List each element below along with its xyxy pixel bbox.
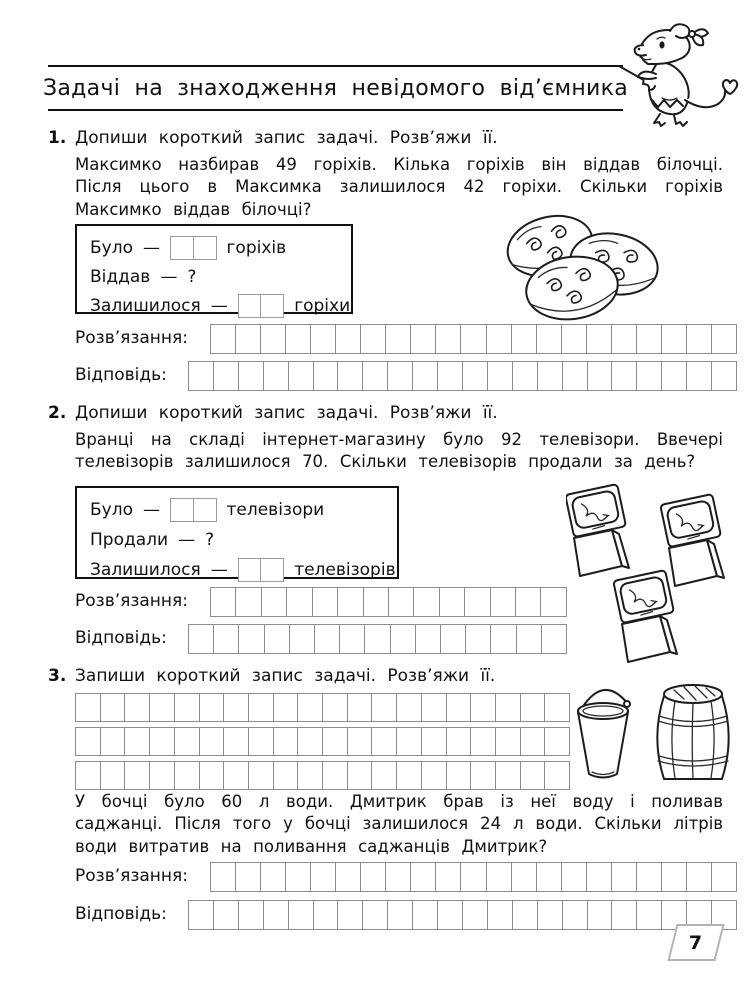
grid-cell bbox=[224, 728, 249, 755]
task-3-number: 3. bbox=[48, 666, 67, 686]
grid-cell bbox=[386, 863, 411, 891]
grid-cell bbox=[314, 901, 339, 929]
grid-cell bbox=[447, 694, 472, 721]
grid-cell bbox=[101, 694, 126, 721]
fill-in-cell[interactable] bbox=[193, 498, 217, 522]
grid-cell bbox=[512, 325, 537, 353]
grid-cell bbox=[414, 588, 439, 616]
short-record-grid[interactable] bbox=[75, 761, 570, 790]
grid-cell bbox=[101, 762, 126, 789]
grid-cell bbox=[236, 588, 261, 616]
grid-cell bbox=[224, 762, 249, 789]
grid-cell bbox=[200, 728, 225, 755]
grid-cell bbox=[487, 863, 512, 891]
grid-cell bbox=[76, 694, 101, 721]
grid-cell bbox=[587, 325, 612, 353]
grid-cell bbox=[612, 325, 637, 353]
grid-cell bbox=[150, 694, 175, 721]
grid-cell bbox=[290, 625, 315, 653]
grid-cell bbox=[323, 762, 348, 789]
grid-cell bbox=[496, 728, 521, 755]
grid-cell bbox=[289, 362, 314, 390]
fill-in-boxes[interactable] bbox=[238, 558, 285, 582]
grid-cell bbox=[587, 863, 612, 891]
grid-cell bbox=[211, 588, 236, 616]
grid-cell bbox=[687, 362, 712, 390]
grid-cell bbox=[189, 362, 214, 390]
grid-cell bbox=[687, 325, 712, 353]
grid-cell bbox=[298, 694, 323, 721]
grid-cell bbox=[538, 362, 563, 390]
grid-cell bbox=[286, 325, 311, 353]
grid-cell bbox=[211, 325, 236, 353]
short-record-grid[interactable] bbox=[75, 727, 570, 756]
grid-cell bbox=[438, 362, 463, 390]
grid-cell bbox=[372, 694, 397, 721]
grid-cell bbox=[471, 694, 496, 721]
grid-cell bbox=[388, 901, 413, 929]
grid-cell bbox=[189, 901, 214, 929]
grid-cell bbox=[236, 325, 261, 353]
record-suffix: телевізори bbox=[226, 500, 325, 520]
grid-cell bbox=[200, 762, 225, 789]
dash: — bbox=[143, 237, 160, 258]
dash: — bbox=[210, 560, 228, 580]
record-line bbox=[90, 291, 351, 320]
dash: — bbox=[178, 530, 196, 550]
grid-cell bbox=[274, 694, 299, 721]
grid-cell bbox=[274, 728, 299, 755]
grid-cell bbox=[637, 901, 662, 929]
title-band bbox=[42, 65, 629, 111]
grid-cell bbox=[76, 728, 101, 755]
grid-cell bbox=[311, 325, 336, 353]
grid-cell bbox=[712, 863, 736, 891]
grid-cell bbox=[541, 588, 565, 616]
televisions-illustration bbox=[566, 482, 745, 666]
grid-cell bbox=[662, 325, 687, 353]
fill-in-cell[interactable] bbox=[170, 236, 194, 260]
task-2-number: 2. bbox=[48, 403, 67, 423]
grid-cell bbox=[388, 362, 413, 390]
grid-cell bbox=[612, 901, 637, 929]
grid-cell bbox=[298, 762, 323, 789]
grid-cell bbox=[411, 863, 436, 891]
grid-cell bbox=[712, 325, 736, 353]
grid-cell bbox=[261, 325, 286, 353]
grid-cell bbox=[422, 694, 447, 721]
grid-cell bbox=[189, 625, 214, 653]
task-3-body: У бочці було 60 л води. Дмитрик брав із неї воду і поливав саджанці. Після того у бочці залишилося 24 л води. Скільки літрів води витратив на поливання саджанців Дмитрик? bbox=[75, 792, 723, 856]
grid-cell bbox=[338, 901, 363, 929]
grid-cell bbox=[311, 863, 336, 891]
grid-cell bbox=[521, 694, 546, 721]
grid-cell bbox=[496, 762, 521, 789]
grid-cell bbox=[372, 728, 397, 755]
grid-cell bbox=[521, 728, 546, 755]
grid-cell bbox=[249, 728, 274, 755]
record-suffix: телевізорів bbox=[294, 560, 396, 580]
grid-cell bbox=[538, 901, 563, 929]
grid-cell bbox=[637, 863, 662, 891]
grid-cell bbox=[340, 625, 365, 653]
grid-cell bbox=[200, 694, 225, 721]
solution-label: Розв’язання: bbox=[75, 866, 188, 886]
grid-cell bbox=[348, 762, 373, 789]
task-2-short-record-box bbox=[75, 486, 399, 579]
grid-cell bbox=[537, 325, 562, 353]
grid-cell bbox=[211, 863, 236, 891]
grid-cell bbox=[76, 762, 101, 789]
grid-cell bbox=[416, 625, 441, 653]
grid-cell bbox=[348, 694, 373, 721]
grid-cell bbox=[471, 762, 496, 789]
record-label: Залишилося bbox=[90, 560, 201, 580]
record-suffix: ? bbox=[205, 530, 215, 550]
grid-cell bbox=[397, 694, 422, 721]
solution-grid[interactable] bbox=[210, 862, 737, 892]
grid-cell bbox=[562, 325, 587, 353]
fill-in-boxes[interactable] bbox=[238, 294, 285, 318]
record-label: Залишилося bbox=[90, 295, 201, 316]
grid-cell bbox=[637, 362, 662, 390]
grid-cell bbox=[313, 588, 338, 616]
record-suffix: горіхів bbox=[226, 237, 287, 258]
grid-cell bbox=[150, 728, 175, 755]
grid-cell bbox=[413, 901, 438, 929]
answer-grid[interactable] bbox=[188, 624, 567, 654]
grid-cell bbox=[298, 728, 323, 755]
grid-cell bbox=[175, 694, 200, 721]
record-line bbox=[90, 555, 396, 585]
grid-cell bbox=[662, 863, 687, 891]
grid-cell bbox=[588, 362, 613, 390]
page-number-box bbox=[667, 924, 724, 961]
grid-cell bbox=[517, 625, 542, 653]
grid-cell bbox=[274, 762, 299, 789]
fill-in-boxes[interactable] bbox=[170, 498, 217, 522]
grid-cell bbox=[422, 762, 447, 789]
answer-grid[interactable] bbox=[188, 900, 737, 930]
fill-in-cell[interactable] bbox=[238, 294, 262, 318]
answer-label: Відповідь: bbox=[75, 628, 167, 648]
grid-cell bbox=[487, 325, 512, 353]
grid-cell bbox=[286, 863, 311, 891]
grid-cell bbox=[662, 362, 687, 390]
grid-cell bbox=[521, 762, 546, 789]
grid-cell bbox=[249, 762, 274, 789]
fill-in-cell[interactable] bbox=[170, 498, 194, 522]
grid-cell bbox=[542, 625, 566, 653]
grid-cell bbox=[516, 588, 541, 616]
grid-cell bbox=[491, 625, 516, 653]
grid-cell bbox=[214, 625, 239, 653]
answer-grid[interactable] bbox=[188, 361, 737, 391]
grid-cell bbox=[471, 728, 496, 755]
fill-in-cell[interactable] bbox=[260, 558, 284, 582]
page-number: 7 bbox=[689, 931, 703, 954]
grid-cell bbox=[612, 863, 637, 891]
grid-cell bbox=[488, 362, 513, 390]
grid-cell bbox=[466, 625, 491, 653]
record-label: Було bbox=[90, 500, 133, 520]
grid-cell bbox=[545, 694, 569, 721]
grid-cell bbox=[323, 694, 348, 721]
grid-cell bbox=[264, 362, 289, 390]
dash: — bbox=[210, 295, 228, 316]
task-1-body: Максимко назбирав 49 горіхів. Кілька горіхів він віддав білочці. Після цього в Максимка залишилося 42 горіхи. Скільки горіхів Максимко віддав білочці? bbox=[75, 155, 723, 219]
grid-cell bbox=[175, 762, 200, 789]
grid-cell bbox=[372, 762, 397, 789]
record-label: Продали bbox=[90, 530, 169, 550]
grid-cell bbox=[287, 588, 312, 616]
grid-cell bbox=[336, 325, 361, 353]
walnuts-illustration bbox=[492, 208, 672, 324]
page-title: Задачі на знаходження невідомого від’ємника bbox=[42, 75, 629, 101]
grid-cell bbox=[563, 362, 588, 390]
grid-cell bbox=[397, 762, 422, 789]
grid-cell bbox=[513, 362, 538, 390]
task-2-instruction: Допиши короткий запис задачі. Розв’яжи її. bbox=[75, 403, 498, 423]
record-label: Віддав bbox=[90, 266, 151, 287]
grid-cell bbox=[236, 863, 261, 891]
solution-grid[interactable] bbox=[210, 587, 567, 617]
record-line bbox=[90, 495, 384, 525]
task-1-instruction: Допиши короткий запис задачі. Розв’яжи її. bbox=[75, 128, 498, 148]
record-line bbox=[90, 262, 338, 291]
short-record-grid[interactable] bbox=[75, 693, 570, 722]
dash: — bbox=[160, 266, 178, 287]
grid-cell bbox=[101, 728, 126, 755]
grid-cell bbox=[463, 362, 488, 390]
grid-cell bbox=[422, 728, 447, 755]
grid-cell bbox=[447, 728, 472, 755]
task-1-number: 1. bbox=[48, 128, 67, 148]
grid-cell bbox=[513, 901, 538, 929]
grid-cell bbox=[261, 863, 286, 891]
grid-cell bbox=[562, 863, 587, 891]
grid-cell bbox=[125, 728, 150, 755]
grid-cell bbox=[315, 625, 340, 653]
bucket-barrel-illustration bbox=[572, 676, 744, 790]
grid-cell bbox=[125, 694, 150, 721]
grid-cell bbox=[391, 625, 416, 653]
grid-cell bbox=[175, 728, 200, 755]
grid-cell bbox=[386, 325, 411, 353]
grid-cell bbox=[637, 325, 662, 353]
answer-label: Відповідь: bbox=[75, 904, 167, 924]
answer-label: Відповідь: bbox=[75, 365, 167, 385]
grid-cell bbox=[363, 901, 388, 929]
grid-cell bbox=[436, 325, 461, 353]
grid-cell bbox=[389, 588, 414, 616]
grid-cell bbox=[441, 625, 466, 653]
grid-cell bbox=[336, 863, 361, 891]
grid-cell bbox=[488, 901, 513, 929]
grid-cell bbox=[314, 362, 339, 390]
record-line bbox=[90, 525, 384, 555]
grid-cell bbox=[224, 694, 249, 721]
grid-cell bbox=[364, 588, 389, 616]
grid-cell bbox=[361, 863, 386, 891]
dash: — bbox=[143, 500, 160, 520]
grid-cell bbox=[365, 625, 390, 653]
solution-label: Розв’язання: bbox=[75, 328, 188, 348]
grid-cell bbox=[588, 901, 613, 929]
grid-cell bbox=[214, 901, 239, 929]
grid-cell bbox=[262, 588, 287, 616]
fill-in-cell[interactable] bbox=[193, 236, 217, 260]
grid-cell bbox=[323, 728, 348, 755]
grid-cell bbox=[265, 625, 290, 653]
solution-grid[interactable] bbox=[210, 324, 737, 354]
grid-cell bbox=[537, 863, 562, 891]
fill-in-cell[interactable] bbox=[260, 294, 284, 318]
grid-cell bbox=[687, 863, 712, 891]
grid-cell bbox=[545, 728, 569, 755]
record-label: Було bbox=[90, 237, 133, 258]
record-line bbox=[90, 233, 338, 262]
grid-cell bbox=[612, 362, 637, 390]
grid-cell bbox=[361, 325, 386, 353]
grid-cell bbox=[348, 728, 373, 755]
grid-cell bbox=[438, 901, 463, 929]
grid-cell bbox=[338, 362, 363, 390]
grid-cell bbox=[465, 588, 490, 616]
task-2-header bbox=[48, 403, 708, 423]
grid-cell bbox=[125, 762, 150, 789]
grid-cell bbox=[563, 901, 588, 929]
grid-cell bbox=[249, 694, 274, 721]
grid-cell bbox=[264, 901, 289, 929]
grid-cell bbox=[436, 863, 461, 891]
task-1-header bbox=[48, 128, 708, 148]
grid-cell bbox=[512, 863, 537, 891]
grid-cell bbox=[239, 901, 264, 929]
grid-cell bbox=[363, 362, 388, 390]
grid-cell bbox=[338, 588, 363, 616]
grid-cell bbox=[214, 362, 239, 390]
grid-cell bbox=[491, 588, 516, 616]
record-suffix: горіхи bbox=[294, 295, 351, 316]
grid-cell bbox=[461, 863, 486, 891]
record-suffix: ? bbox=[187, 266, 197, 287]
grid-cell bbox=[239, 362, 264, 390]
grid-cell bbox=[461, 325, 486, 353]
solution-label: Розв’язання: bbox=[75, 591, 188, 611]
dragon-mascot-illustration bbox=[612, 20, 744, 134]
grid-cell bbox=[440, 588, 465, 616]
fill-in-cell[interactable] bbox=[238, 558, 262, 582]
grid-cell bbox=[463, 901, 488, 929]
grid-cell bbox=[411, 325, 436, 353]
grid-cell bbox=[447, 762, 472, 789]
task-2-body: Вранці на складі інтернет-магазину було 92 телевізори. Ввечері телевізорів залишилося 70. Скільки телевізорів продали за день? bbox=[75, 430, 723, 472]
task-1-short-record-box bbox=[75, 224, 353, 314]
grid-cell bbox=[496, 694, 521, 721]
grid-cell bbox=[239, 625, 264, 653]
grid-cell bbox=[289, 901, 314, 929]
grid-cell bbox=[413, 362, 438, 390]
grid-cell bbox=[712, 362, 736, 390]
grid-cell bbox=[397, 728, 422, 755]
grid-cell bbox=[150, 762, 175, 789]
task-3-instruction: Запиши короткий запис задачі. Розв’яжи її. bbox=[75, 666, 496, 686]
grid-cell bbox=[545, 762, 569, 789]
fill-in-boxes[interactable] bbox=[170, 236, 217, 260]
